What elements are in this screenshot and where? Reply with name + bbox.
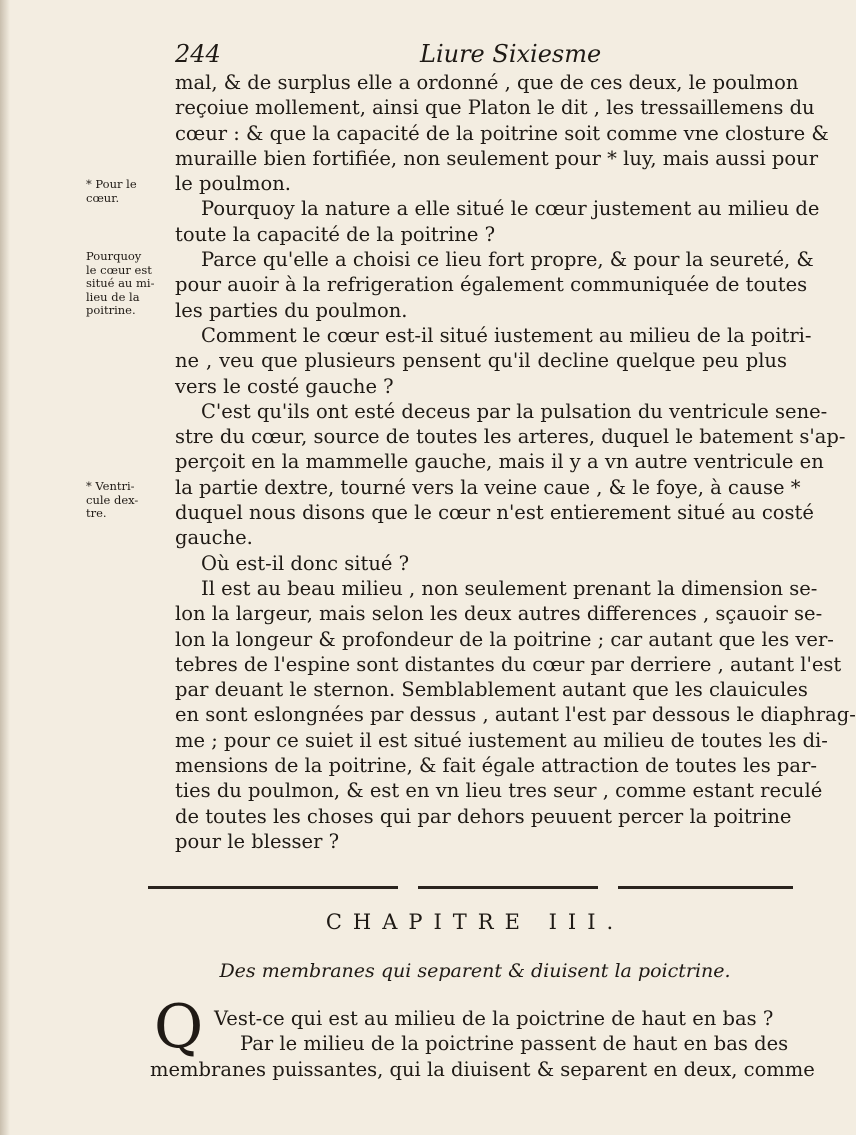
- running-title: Liure Sixiesme: [420, 40, 602, 68]
- rule-segment: [618, 886, 793, 889]
- text-line: de toutes les choses qui par dehors peuuent percer la poitrine: [175, 804, 792, 828]
- drop-cap: Q: [154, 992, 204, 1062]
- margin-note-line: * Ventri-: [86, 479, 135, 493]
- text-line: pour le blesser ?: [175, 829, 340, 853]
- main-text: [175, 70, 856, 854]
- text-line: par deuant le sternon. Semblablement autant que les clauicules: [175, 678, 808, 702]
- text-line: toute la capacité de la poitrine ?: [175, 222, 496, 246]
- margin-note-line: le cœur est: [86, 262, 152, 277]
- text-line: stre du cœur, source de toutes les arteres, duquel le batement s'ap-: [175, 425, 846, 449]
- chapter-title: CHAPITRE III.: [325, 910, 625, 934]
- text-line: lon la longeur & profondeur de la poitrine ; car autant que les ver-: [175, 627, 834, 651]
- margin-note-line: poitrine.: [86, 303, 136, 317]
- text-line: perçoit en la mammelle gauche, mais il y a vn autre ventricule en: [175, 450, 824, 474]
- text-line: cœur : & que la capacité de la poitrine soit comme vne closture &: [175, 121, 829, 145]
- margin-note-pourquoy: [86, 250, 166, 318]
- section-divider-rule: [148, 884, 793, 892]
- margin-note-pour-le-coeur: [86, 178, 166, 205]
- text-line: vers le costé gauche ?: [175, 374, 394, 398]
- page-number: 244: [175, 40, 221, 68]
- margin-note-line: * Pour le: [86, 177, 137, 191]
- page-header: [175, 40, 755, 70]
- text-line: la partie dextre, tourné vers la veine caue , & le foye, à cause *: [175, 475, 801, 499]
- gutter-shadow: [0, 0, 10, 1135]
- text-line: duquel nous disons que le cœur n'est entierement situé au costé: [175, 501, 814, 525]
- chapter-text: [150, 1006, 815, 1082]
- text-line: Comment le cœur est-il situé iustement au milieu de la poitri-: [201, 323, 812, 347]
- text-line: reçoiue mollement, ainsi que Platon le dit , les tressaillemens du: [175, 96, 815, 120]
- text-line: gauche.: [175, 526, 253, 550]
- text-line: Par le milieu de la poictrine passent de haut en bas des: [240, 1032, 789, 1056]
- text-line: muraille bien fortifiée, non seulement pour * luy, mais aussi pour: [175, 146, 819, 170]
- margin-note-line: cule dex-: [86, 492, 139, 507]
- text-line: les parties du poulmon.: [175, 298, 408, 322]
- text-line: Parce qu'elle a choisi ce lieu fort propre, & pour la seureté, &: [201, 248, 814, 272]
- text-line: C'est qu'ils ont esté deceus par la pulsation du ventricule sene-: [201, 399, 828, 423]
- text-line: le poulmon.: [175, 172, 291, 196]
- text-line: membranes puissantes, qui la diuisent & separent en deux, comme: [150, 1057, 815, 1081]
- text-line: en sont eslongnées par dessus , autant l'est par dessous le diaphrag-: [175, 703, 856, 727]
- text-line: lon la largeur, mais selon les deux autres differences , sçauoir se-: [175, 602, 823, 626]
- chapter-subtitle: Des membranes qui separent & diuisent la poictrine.: [219, 960, 731, 982]
- text-line: pour auoir à la refrigeration également communiquée de toutes: [175, 273, 808, 297]
- text-line: Vest-ce qui est au milieu de la poictrine de haut en bas ?: [214, 1007, 774, 1030]
- text-line: mal, & de surplus elle a ordonné , que de ces deux, le poulmon: [175, 71, 799, 94]
- margin-note-line: tre.: [86, 506, 107, 520]
- margin-note-line: Pourquoy: [86, 249, 142, 263]
- text-line: Où est-il donc situé ?: [201, 551, 410, 575]
- text-line: ne , veu que plusieurs pensent qu'il decline quelque peu plus: [175, 349, 787, 373]
- text-line: Il est au beau milieu , non seulement prenant la dimension se-: [201, 576, 818, 600]
- text-line: ties du poulmon, & est en vn lieu tres seur , comme estant reculé: [175, 779, 823, 803]
- text-line: me ; pour ce suiet il est situé iustement au milieu de toutes les di-: [175, 728, 828, 752]
- text-line: tebres de l'espine sont distantes du cœur par derriere , autant l'est: [175, 652, 842, 676]
- margin-note-line: lieu de la: [86, 289, 140, 304]
- text-line: mensions de la poitrine, & fait égale attraction de toutes les par-: [175, 754, 817, 778]
- text-line: Pourquoy la nature a elle situé le cœur justement au milieu de: [201, 197, 820, 221]
- margin-note-line: situé au mi-: [86, 276, 155, 290]
- rule-segment: [418, 886, 598, 889]
- margin-note-ventricule: [86, 480, 166, 521]
- margin-note-line: cœur.: [86, 190, 120, 205]
- rule-segment: [148, 886, 398, 889]
